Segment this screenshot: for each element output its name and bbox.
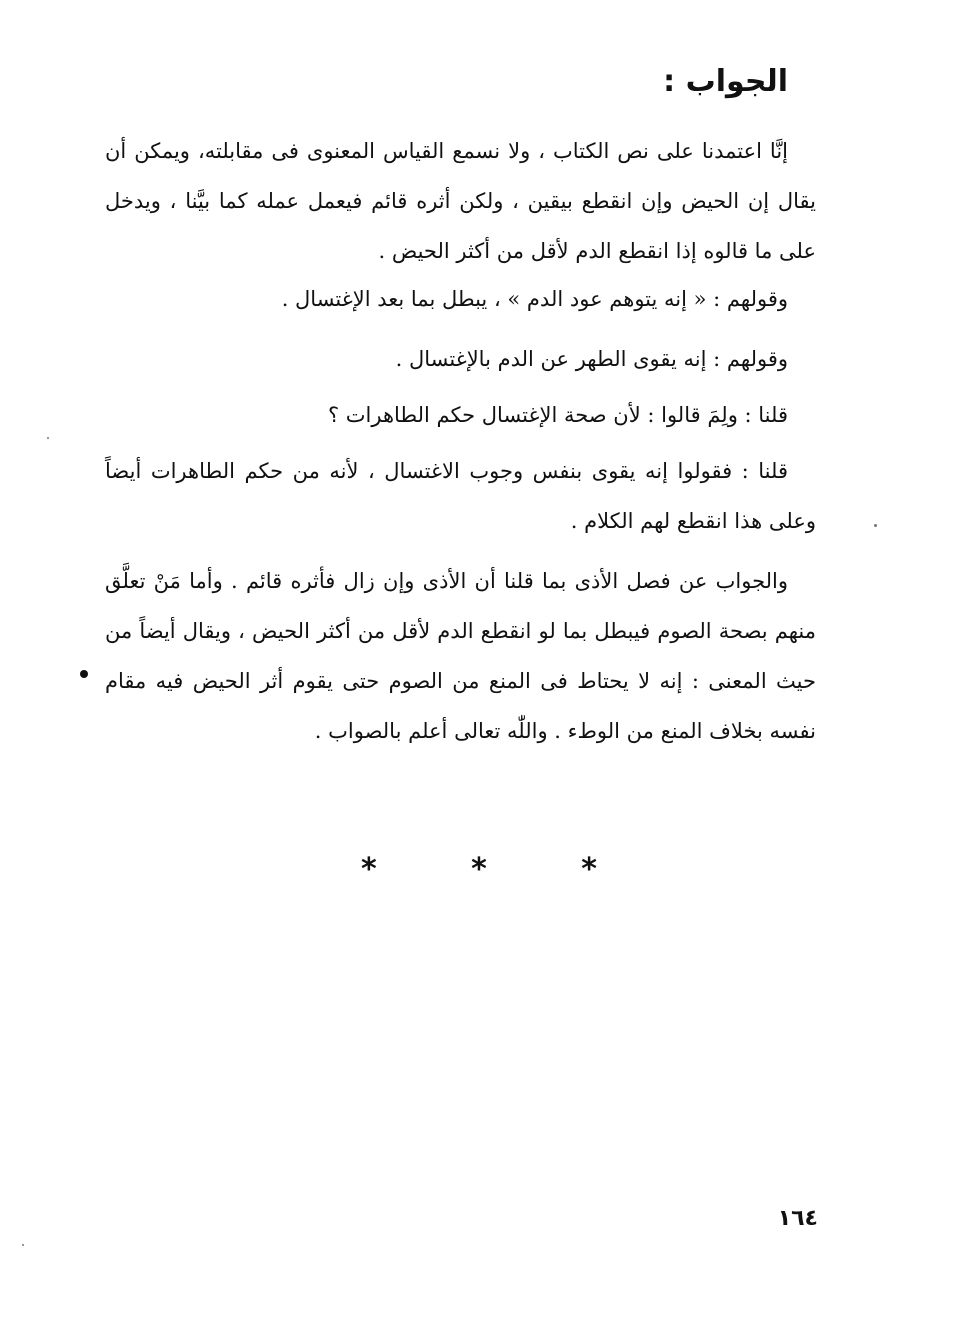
paragraph-we-said-2: قلنا : فقولوا إنه يقوى بنفس وجوب الاغتسال ، لأنه من حكم الطاهرات أيضاً وعلى هذا انقطع لهم الكلام . [105, 459, 816, 533]
paragraph-answer-harm: والجواب عن فصل الأذى بما قلنا أن الأذى وإن زال فأثره قائم . وأما مَنْ تعلَّق منهم بصحة الصوم فيبطل بما لو انقطع الدم لأقل من أكثر الحيض ، ويقال أيضاً من حيث المعنى : إنه لا يحتاط فى المنع من الصوم حتى يقوم أثر الحيض فيه مقام نفسه بخلاف المنع من الوطء . واللّٰه تعالى أعلم بالصواب . [105, 569, 816, 743]
paragraph-their-saying-2: وقولهم : إنه يقوى الطهر عن الدم بالإغتسال . [395, 347, 788, 371]
scan-speck [22, 1244, 24, 1246]
section-heading: الجواب : [663, 64, 788, 99]
scan-speck [47, 437, 49, 439]
paragraph-we-said-1: قلنا : ولِمَ قالوا : لأن صحة الإغتسال حكم الطاهرات ؟ [327, 403, 788, 427]
section-separator: * * * [361, 852, 639, 887]
margin-dot [80, 670, 88, 678]
paragraph-their-saying-1: وقولهم : « إنه يتوهم عود الدم » ، يبطل بما بعد الإغتسال . [281, 287, 788, 311]
paragraph-answer: إنَّا اعتمدنا على نص الكتاب ، ولا نسمع القياس المعنوى فى مقابلته، ويمكن أن يقال إن الحيض وإن انقطع بيقين ، ولكن أثره قائم فيعمل عمله كما بيَّنا ، ويدخل على ما قالوه إذا انقطع الدم لأقل من أكثر الحيض . [105, 139, 816, 263]
scan-speck [874, 524, 877, 527]
page-number: ١٦٤ [777, 1206, 818, 1231]
